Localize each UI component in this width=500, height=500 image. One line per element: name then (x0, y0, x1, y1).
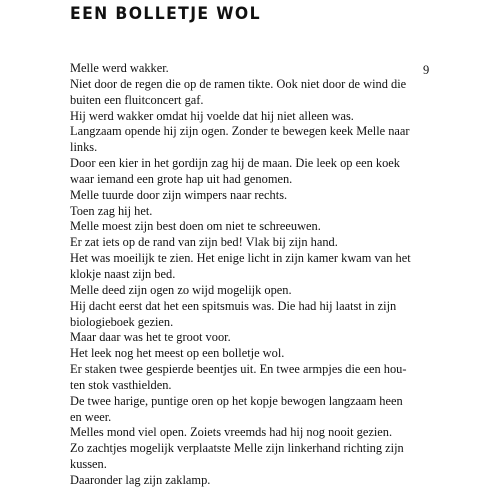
text-line: waar iemand een grote hap uit had genomen. (70, 171, 293, 186)
text-line: Langzaam opende hij zijn ogen. Zonder te bewegen keek Melle naar (70, 124, 410, 139)
text-line: Niet door de regen die op de ramen tikte. Ook niet door de wind die (70, 76, 407, 91)
page-number: 9 (423, 63, 430, 77)
text-line: Door een kier in het gordijn zag hij de maan. Die leek op een koek (70, 156, 400, 171)
text-line: Melle moest zijn best doen om niet te schreeuwen. (70, 219, 321, 234)
chapter-title: EEN BOLLETJE WOL (70, 4, 261, 24)
text-line: buiten een fluitconcert gaf. (70, 92, 204, 107)
body-text (70, 61, 411, 489)
text-line: De twee harige, puntige oren op het kopje bewogen langzaam heen (70, 393, 403, 408)
text-line: Er staken twee gespierde beentjes uit. En twee armpjes die een hou- (70, 362, 407, 377)
text-line: en weer. (70, 409, 112, 424)
text-line: kussen. (70, 457, 107, 472)
text-line: Melle werd wakker. (70, 61, 169, 75)
text-line: Melles mond viel open. Zoiets vreemds had hij nog nooit gezien. (70, 425, 393, 440)
text-line: Toen zag hij het. (70, 203, 153, 218)
text-line: Zo zachtjes mogelijk verplaatste Melle zijn linkerhand richting zijn (70, 441, 404, 456)
text-line: links. (70, 140, 98, 155)
text-line: ten stok vasthielden. (70, 377, 172, 392)
text-line: Hij werd wakker omdat hij voelde dat hij niet alleen was. (70, 108, 354, 123)
text-line: Hij dacht eerst dat het een spitsmuis was. Die had hij laatst in zijn (70, 298, 397, 313)
text-line: Daaronder lag zijn zaklamp. (70, 472, 211, 487)
text-line: Het leek nog het meest op een bolletje wol. (70, 346, 285, 361)
text-line: klokje naast zijn bed. (70, 266, 176, 281)
text-line: Maar daar was het te groot voor. (70, 330, 231, 345)
text-line: Melle tuurde door zijn wimpers naar rechts. (70, 187, 288, 202)
text-line: biologieboek gezien. (70, 314, 174, 329)
text-line: Het was moeilijk te zien. Het enige licht in zijn kamer kwam van het (70, 251, 411, 266)
text-line: Er zat iets op de rand van zijn bed! Vlak bij zijn hand. (70, 235, 338, 250)
text-line: Melle deed zijn ogen zo wijd mogelijk open. (70, 282, 292, 297)
